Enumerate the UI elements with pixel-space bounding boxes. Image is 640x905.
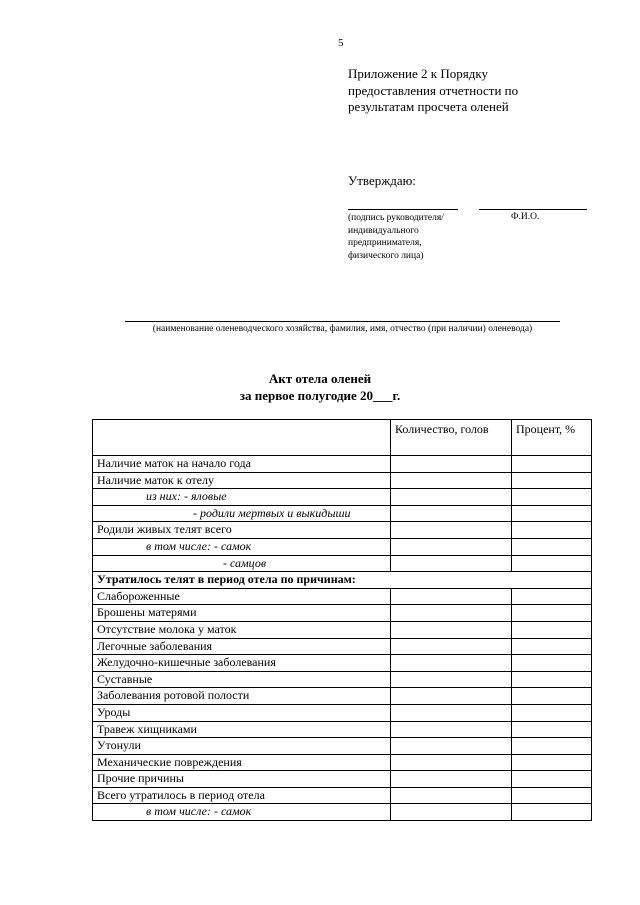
percent-cell[interactable] — [512, 738, 592, 755]
appendix-line: предоставления отчетности по — [348, 82, 519, 98]
table-row — [93, 721, 592, 738]
appendix-line: результатам просчета оленей — [348, 99, 509, 114]
row-label: - родили мертвых и выкидыши — [93, 505, 391, 522]
signature-line — [348, 209, 458, 210]
row-label: в том числе: - самок — [93, 804, 391, 821]
row-label: Суставные — [93, 671, 391, 688]
row-label: из них: - яловые — [93, 489, 391, 506]
percent-cell[interactable] — [512, 489, 592, 506]
row-label: - самцов — [93, 555, 391, 572]
table-row — [93, 738, 592, 755]
row-label: в том числе: - самок — [93, 538, 391, 555]
row-label: Отсутствие молока у маток — [93, 621, 391, 638]
count-cell[interactable] — [391, 522, 512, 539]
approve-label: Утверждаю: — [348, 173, 416, 188]
count-cell[interactable] — [391, 605, 512, 622]
count-cell[interactable] — [391, 505, 512, 522]
farm-caption: (наименование оленеводческого хозяйства, фамилия, имя, отчество (при наличии) оленевода) — [152, 324, 533, 334]
count-cell[interactable] — [391, 555, 512, 572]
percent-cell[interactable] — [512, 538, 592, 555]
count-cell[interactable] — [391, 771, 512, 788]
count-cell[interactable] — [391, 538, 512, 555]
table-row — [93, 605, 592, 622]
table-row — [93, 472, 592, 489]
page-number: 5 — [338, 37, 344, 49]
percent-cell[interactable] — [512, 721, 592, 738]
table-row — [93, 655, 592, 672]
row-label: Слабороженные — [93, 588, 391, 605]
row-label: Легочные заболевания — [93, 638, 391, 655]
count-cell[interactable] — [391, 638, 512, 655]
table-row — [93, 787, 592, 804]
document-title — [0, 370, 640, 404]
count-cell[interactable] — [391, 688, 512, 705]
appendix-line: Приложение 2 к Порядку — [348, 66, 488, 81]
header-cell-count: Количество, голов — [391, 420, 512, 456]
title-line: за первое полугодие 20___г. — [239, 388, 401, 403]
count-cell[interactable] — [391, 588, 512, 605]
count-cell[interactable] — [391, 489, 512, 506]
percent-cell[interactable] — [512, 456, 592, 473]
percent-cell[interactable] — [512, 621, 592, 638]
percent-cell[interactable] — [512, 771, 592, 788]
row-label: Брошены матерями — [93, 605, 391, 622]
signature-caption — [348, 212, 473, 262]
percent-cell[interactable] — [512, 555, 592, 572]
count-cell[interactable] — [391, 655, 512, 672]
table-row — [93, 522, 592, 539]
row-label: Родили живых телят всего — [93, 522, 391, 539]
percent-cell[interactable] — [512, 522, 592, 539]
table-header-row — [93, 420, 592, 456]
count-cell[interactable] — [391, 754, 512, 771]
row-label: Механические повреждения — [93, 754, 391, 771]
table-row — [93, 588, 592, 605]
table-row — [93, 572, 592, 589]
table-row — [93, 688, 592, 705]
count-cell[interactable] — [391, 456, 512, 473]
header-cell-percent: Процент, % — [512, 420, 592, 456]
header-cell-label — [93, 420, 391, 456]
row-label: Заболевания ротовой полости — [93, 688, 391, 705]
percent-cell[interactable] — [512, 588, 592, 605]
count-cell[interactable] — [391, 472, 512, 489]
row-label: Желудочно-кишечные заболевания — [93, 655, 391, 672]
percent-cell[interactable] — [512, 704, 592, 721]
count-cell[interactable] — [391, 621, 512, 638]
signature-caption-line: (подпись руководителя/ — [348, 213, 444, 223]
count-cell[interactable] — [391, 721, 512, 738]
count-cell[interactable] — [391, 671, 512, 688]
percent-cell[interactable] — [512, 655, 592, 672]
percent-cell[interactable] — [512, 754, 592, 771]
count-cell[interactable] — [391, 738, 512, 755]
signature-caption-line: индивидуального — [348, 225, 419, 236]
row-label: Утонули — [93, 738, 391, 755]
table-row — [93, 671, 592, 688]
count-cell[interactable] — [391, 704, 512, 721]
percent-cell[interactable] — [512, 472, 592, 489]
table-row — [93, 538, 592, 555]
table-row — [93, 621, 592, 638]
table-row — [93, 754, 592, 771]
calving-report-table — [92, 419, 592, 821]
fio-caption: Ф.И.О. — [511, 212, 540, 222]
percent-cell[interactable] — [512, 671, 592, 688]
percent-cell[interactable] — [512, 605, 592, 622]
row-label: Прочие причины — [93, 771, 391, 788]
row-label: Наличие маток на начало года — [93, 456, 391, 473]
table-row — [93, 489, 592, 506]
row-label: Всего утратилось в период отела — [93, 787, 391, 804]
title-line: Акт отела оленей — [268, 371, 372, 386]
row-label: Утратилось телят в период отела по причинам: — [93, 572, 592, 589]
percent-cell[interactable] — [512, 638, 592, 655]
fio-line — [479, 209, 587, 210]
row-label: Травеж хищниками — [93, 721, 391, 738]
table-row — [93, 638, 592, 655]
percent-cell[interactable] — [512, 505, 592, 522]
count-cell[interactable] — [391, 804, 512, 821]
farm-name-line — [125, 321, 560, 322]
row-label: Уроды — [93, 704, 391, 721]
table-row — [93, 704, 592, 721]
table-row — [93, 505, 592, 522]
signature-caption-line: физического лица) — [348, 250, 424, 261]
table-row — [93, 804, 592, 821]
percent-cell[interactable] — [512, 804, 592, 821]
table-row — [93, 555, 592, 572]
signature-caption-line: предпринимателя, — [348, 238, 422, 248]
count-cell[interactable] — [391, 787, 512, 804]
percent-cell[interactable] — [512, 688, 592, 705]
row-label: Наличие маток к отелу — [93, 472, 391, 489]
table-row — [93, 456, 592, 473]
appendix-note — [348, 66, 563, 116]
table-row — [93, 771, 592, 788]
percent-cell[interactable] — [512, 787, 592, 804]
